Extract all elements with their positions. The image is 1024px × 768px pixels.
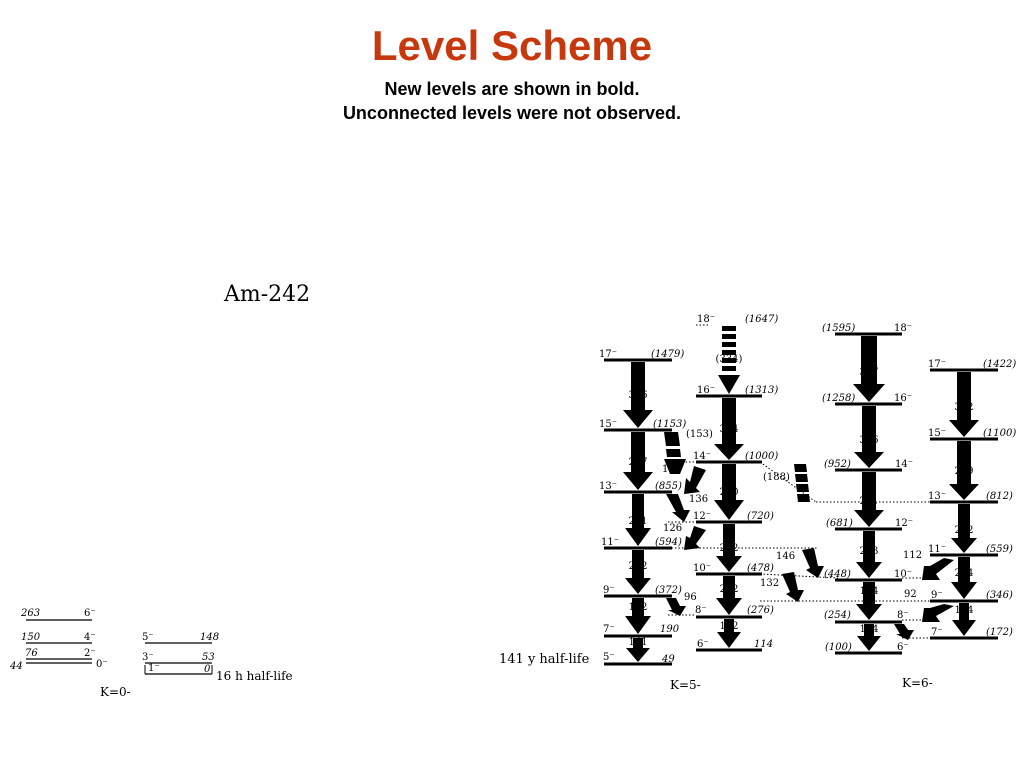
level-energy: 190: [660, 624, 680, 635]
gamma-energy: 314: [719, 424, 739, 435]
level-energy: (1647): [745, 314, 779, 325]
level-energy: 49: [662, 654, 675, 665]
level-spin: 6⁻: [697, 639, 709, 650]
gamma-energy: (188): [763, 472, 790, 483]
level-energy: (1000): [745, 451, 779, 462]
page-title: Level Scheme: [371, 22, 653, 69]
gamma-energy: (334): [715, 354, 743, 365]
gamma-energy: 233: [859, 546, 879, 557]
gamma-energy: 154: [859, 624, 879, 635]
level-spin: 6⁻: [897, 642, 909, 653]
gamma-energy: 146: [776, 551, 796, 562]
level-spin: 5⁻: [603, 652, 615, 663]
level-energy: 76: [25, 648, 38, 659]
level-spin: 5⁻: [142, 632, 154, 643]
level-energy: (1100): [983, 428, 1017, 439]
level-energy: 148: [200, 632, 220, 643]
gamma-energy: 222: [628, 561, 648, 572]
level-energy: (681): [826, 518, 853, 529]
level-spin: 10⁻: [894, 569, 913, 580]
level-energy: (100): [825, 642, 852, 653]
level-spin: 11⁻: [928, 544, 947, 555]
level-spin: 7⁻: [931, 627, 943, 638]
nucleus-label: Am-242: [224, 282, 311, 307]
level-energy: 150: [21, 632, 41, 643]
gamma-energy: 132: [760, 578, 780, 589]
level-spin: 17⁻: [928, 359, 947, 370]
level-energy: (172): [986, 627, 1013, 638]
gamma-energy: 326: [628, 390, 648, 401]
gamma-energy: 322: [954, 402, 974, 413]
level-energy: (448): [824, 569, 851, 580]
level-energy: (1153): [653, 419, 687, 430]
gamma-energy: 96: [684, 592, 697, 603]
level-energy: (855): [655, 481, 682, 492]
level-spin: 13⁻: [599, 481, 618, 492]
gamma-energy: 242: [719, 543, 739, 554]
level-spin: 15⁻: [599, 419, 618, 430]
level-spin: 14⁻: [895, 459, 914, 470]
gamma-energy: 214: [954, 568, 974, 579]
level-energy: (478): [747, 563, 774, 574]
band-k0: [9, 608, 131, 699]
gamma-energy: 162: [719, 621, 739, 632]
half-life-label: 141 y half-life: [499, 652, 590, 667]
level-spin: 18⁻: [894, 323, 913, 334]
level-energy: (1313): [745, 385, 779, 396]
level-spin: 10⁻: [693, 563, 712, 574]
level-spin: 2⁻: [84, 648, 96, 659]
level-spin: 13⁻: [928, 491, 947, 502]
level-spin: 7⁻: [603, 624, 615, 635]
level-spin: 12⁻: [693, 511, 712, 522]
gamma-energy: 252: [954, 525, 974, 536]
gamma-energy: 271: [859, 496, 879, 507]
gamma-energy: 141: [628, 637, 648, 648]
level-spin: 16⁻: [894, 393, 913, 404]
level-spin: 14⁻: [693, 451, 712, 462]
level-spin: 4⁻: [84, 632, 96, 643]
gamma-energy: 289: [954, 466, 974, 477]
gamma-energy: 112: [903, 550, 923, 561]
level-energy: (346): [986, 590, 1013, 601]
half-life-label: 16 h half-life: [216, 669, 293, 683]
level-energy: 114: [754, 639, 774, 650]
level-spin: 9⁻: [603, 585, 615, 596]
gamma-energy: 126: [663, 523, 683, 534]
gamma-energy: 280: [719, 487, 739, 498]
level-spin: 12⁻: [895, 518, 914, 529]
level-energy: (559): [986, 544, 1013, 555]
gamma-energy: 261: [628, 516, 648, 527]
level-spin: 17⁻: [599, 349, 618, 360]
level-energy: (594): [655, 537, 682, 548]
gamma-energy: 182: [628, 602, 648, 613]
level-energy: (1258): [822, 393, 856, 404]
gamma-energy: 306: [859, 435, 879, 446]
gamma-energy: 194: [859, 586, 879, 597]
gamma-energy: 144: [662, 464, 682, 475]
gamma-energy: (153): [686, 429, 713, 440]
gamma-energy: 174: [954, 605, 974, 616]
k5-left-arrows: [623, 362, 653, 662]
gamma-energy: 92: [904, 589, 917, 600]
level-energy: (372): [655, 585, 682, 596]
level-spin: 1⁻: [148, 663, 160, 674]
level-energy: (254): [824, 610, 851, 621]
level-spin: 0⁻: [96, 659, 108, 670]
level-energy: (1422): [983, 359, 1017, 370]
level-spin: 6⁻: [84, 608, 96, 619]
level-spin: 18⁻: [697, 314, 716, 325]
level-energy: (1595): [822, 323, 856, 334]
level-spin: 9⁻: [931, 590, 943, 601]
level-energy: 0: [204, 664, 211, 675]
level-energy: 53: [202, 652, 215, 663]
band-label: K=0-: [100, 685, 131, 699]
gamma-energy: 297: [628, 457, 648, 468]
level-energy: (812): [986, 491, 1013, 502]
level-energy: 263: [21, 608, 41, 619]
subtitle-line-2: Unconnected levels were not observed.: [342, 103, 682, 123]
band-k6: [760, 323, 1016, 690]
band-k1: [142, 632, 293, 683]
level-spin: 11⁻: [601, 537, 620, 548]
level-energy: (1479): [651, 349, 685, 360]
level-spin: 8⁻: [695, 605, 707, 616]
k6-left-arrows: [853, 336, 885, 651]
level-energy: 44: [10, 661, 23, 672]
band-label: K=5-: [670, 678, 701, 692]
gamma-energy: 202: [719, 584, 739, 595]
level-energy: (720): [747, 511, 774, 522]
level-spin: 8⁻: [897, 610, 909, 621]
level-spin: 15⁻: [928, 428, 947, 439]
level-energy: (276): [747, 605, 774, 616]
level-spin: 16⁻: [697, 385, 716, 396]
level-spin: 3⁻: [142, 652, 154, 663]
gamma-energy: 337: [859, 367, 879, 378]
gamma-energy: 136: [689, 494, 709, 505]
subtitle-line-1: New levels are shown in bold.: [384, 79, 640, 99]
level-energy: (952): [824, 459, 851, 470]
band-label: K=6-: [902, 676, 933, 690]
